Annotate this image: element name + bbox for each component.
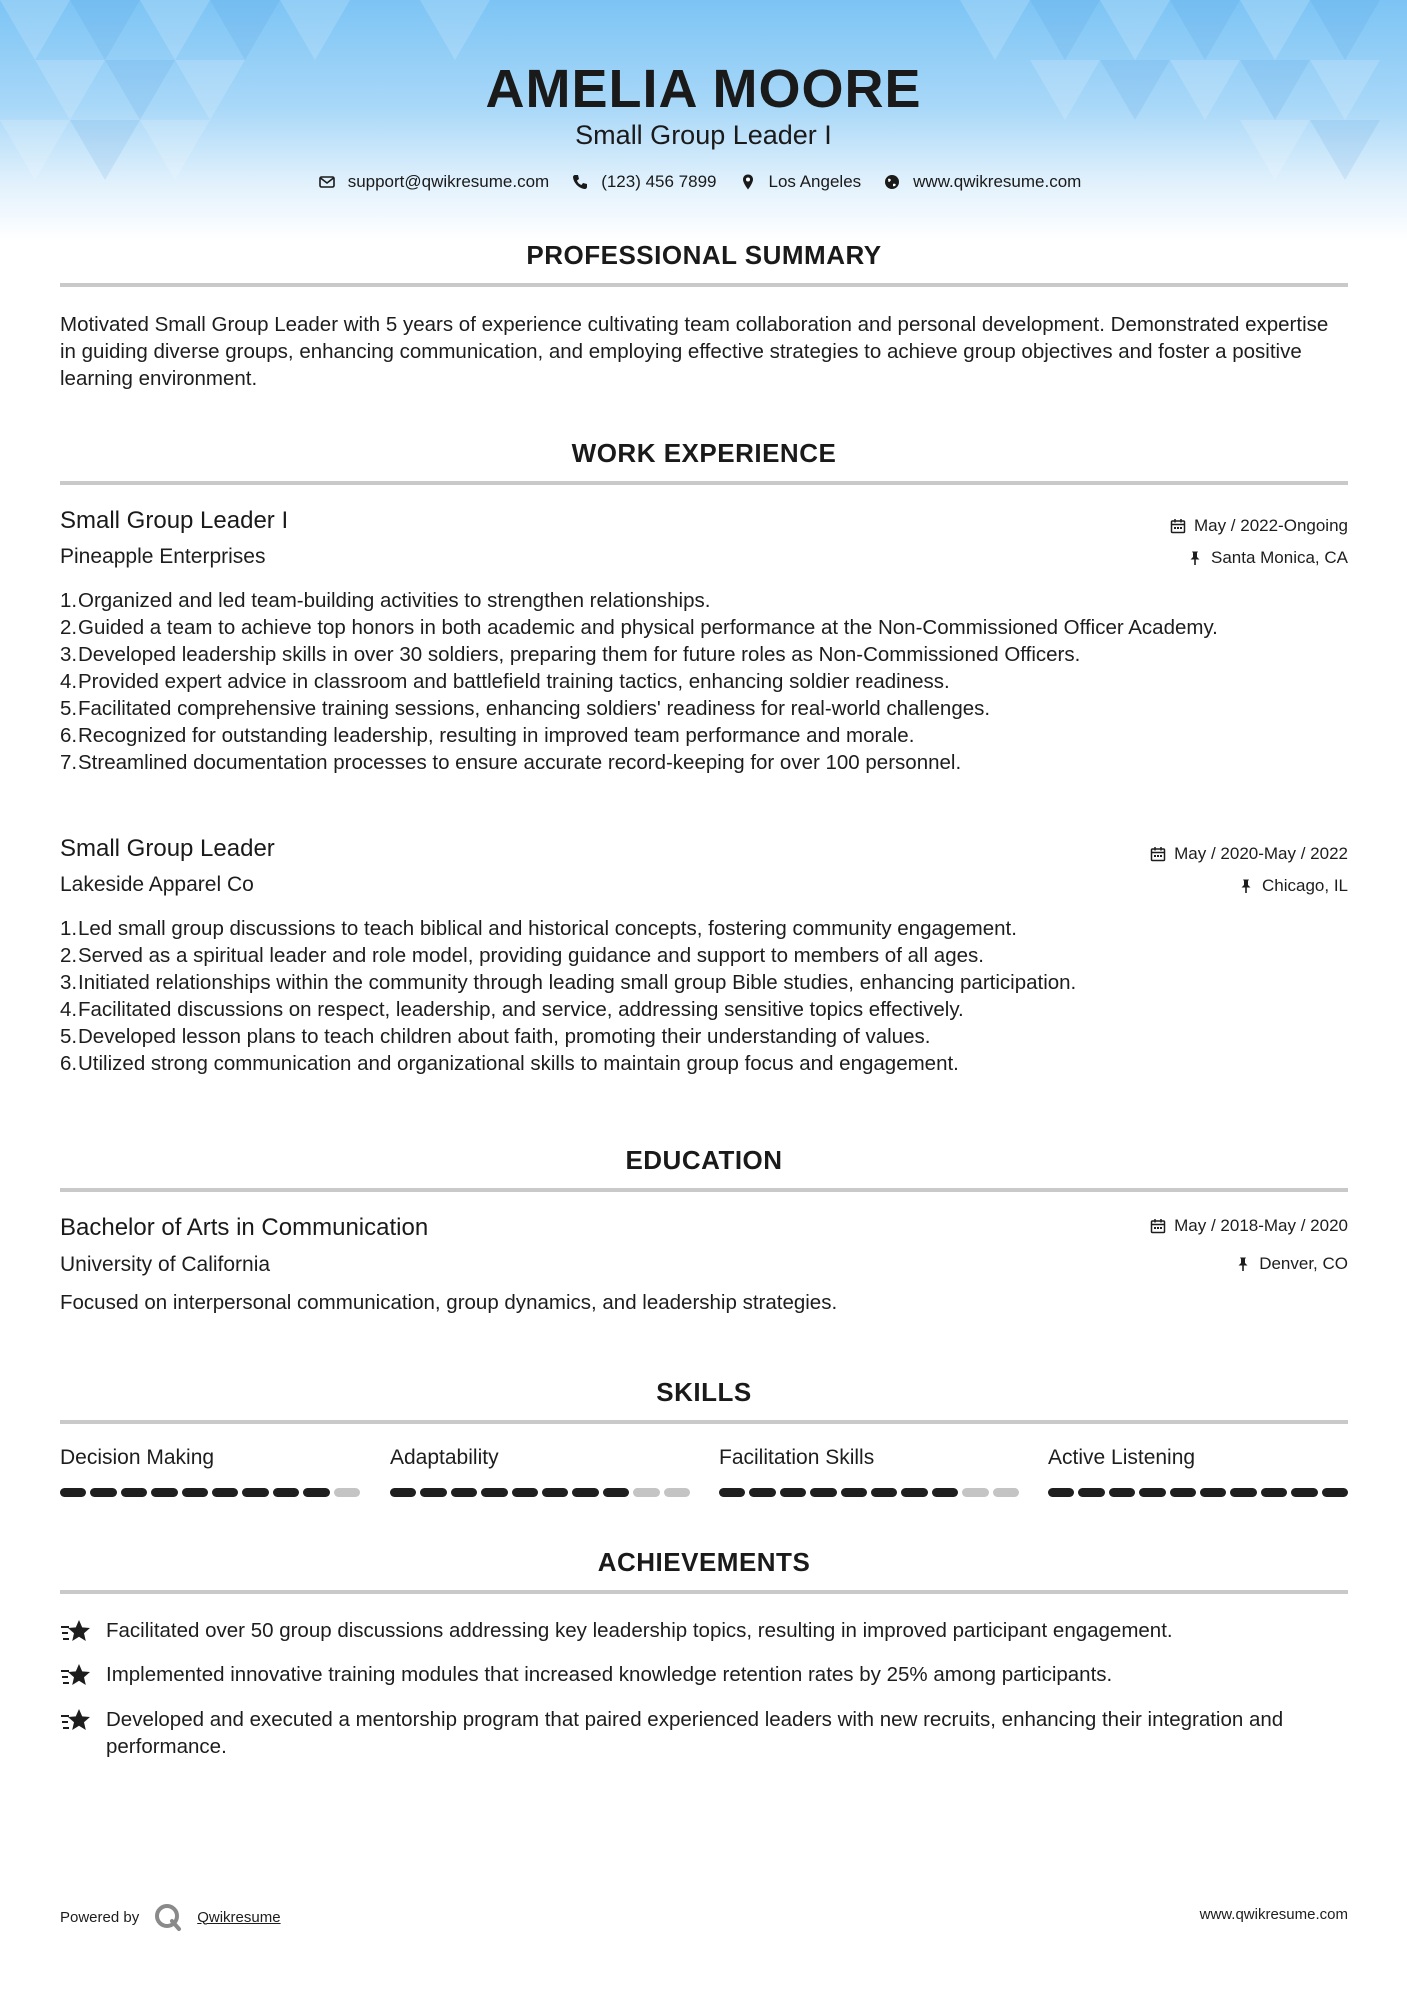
company-name: Pineapple Enterprises xyxy=(60,545,266,568)
rating-dot-filled xyxy=(572,1488,598,1497)
rating-dot-filled xyxy=(603,1488,629,1497)
email-text: support@qwikresume.com xyxy=(347,172,550,191)
rating-dot-filled xyxy=(481,1488,507,1497)
rating-dot-filled xyxy=(1322,1488,1348,1497)
rating-dot-filled xyxy=(121,1488,147,1497)
pushpin-icon xyxy=(1238,878,1254,894)
skill-rating xyxy=(390,1488,690,1497)
job-title: Small Group Leader xyxy=(60,835,275,862)
rating-dot-filled xyxy=(303,1488,329,1497)
candidate-title: Small Group Leader I xyxy=(575,120,832,150)
list-item: 3. Initiated relationships within the community through leading small group Bible studies, enhancing participation. xyxy=(60,971,1077,994)
rating-dot-filled xyxy=(390,1488,416,1497)
dates-text: May / 2018-May / 2020 xyxy=(1174,1216,1348,1235)
list-item: 3. Developed leadership skills in over 30 soldiers, preparing them for future roles as Non-Commissioned Officers. xyxy=(60,643,1081,666)
rating-dot-filled xyxy=(273,1488,299,1497)
map-pin-icon xyxy=(739,173,757,191)
list-item: 5. Facilitated comprehensive training sessions, enhancing soldiers' readiness for real-world challenges. xyxy=(60,697,991,720)
skill-adaptability xyxy=(390,1446,690,1497)
rating-dot-filled xyxy=(151,1488,177,1497)
rating-dot-empty xyxy=(633,1488,659,1497)
rating-dot-filled xyxy=(932,1488,958,1497)
achievement-item xyxy=(60,1617,1348,1646)
star-award-icon xyxy=(60,1662,92,1690)
list-item: 2. Served as a spiritual leader and role model, providing guidance and support to members of all ages. xyxy=(60,944,984,967)
list-item: 6. Recognized for outstanding leadership, resulting in improved team performance and morale. xyxy=(60,724,915,747)
rating-dot-empty xyxy=(993,1488,1019,1497)
education-dates xyxy=(1150,1216,1348,1236)
skill-facilitation xyxy=(719,1446,1019,1497)
pushpin-icon xyxy=(1187,550,1203,566)
rating-dot-filled xyxy=(182,1488,208,1497)
globe-icon xyxy=(883,173,901,191)
pushpin-icon xyxy=(1235,1256,1251,1272)
section-divider xyxy=(60,1590,1348,1594)
skill-label: Decision Making xyxy=(60,1446,215,1469)
rating-dot-filled xyxy=(451,1488,477,1497)
header-banner xyxy=(0,0,1407,240)
achievement-item xyxy=(60,1661,1348,1690)
qwikresume-logo-icon xyxy=(153,1902,183,1932)
rating-dot-empty xyxy=(962,1488,988,1497)
rating-dot-filled xyxy=(542,1488,568,1497)
dates-text: May / 2020-May / 2022 xyxy=(1174,844,1348,863)
summary-heading: PROFESSIONAL SUMMARY xyxy=(526,240,882,270)
rating-dot-filled xyxy=(841,1488,867,1497)
location-text: Los Angeles xyxy=(768,172,862,191)
achievement-text: Facilitated over 50 group discussions addressing key leadership topics, resulting in improved participant engagement. xyxy=(106,1619,1173,1642)
rating-dot-filled xyxy=(512,1488,538,1497)
job-bullets xyxy=(60,587,1348,776)
rating-dot-filled xyxy=(1170,1488,1196,1497)
summary-text: Motivated Small Group Leader with 5 years of experience cultivating team collaboration and personal development. Demonstrated expertise in guiding diverse groups, enhancing communication, and employing effective strategies to achieve group objectives and foster a positive learning environment. xyxy=(60,313,1329,390)
rating-dot-filled xyxy=(1230,1488,1256,1497)
rating-dot-filled xyxy=(810,1488,836,1497)
rating-dot-filled xyxy=(1200,1488,1226,1497)
rating-dot-filled xyxy=(871,1488,897,1497)
contact-bar xyxy=(0,172,1407,192)
company-name: Lakeside Apparel Co xyxy=(60,873,254,896)
list-item: 7. Streamlined documentation processes to ensure accurate record-keeping for over 100 personnel. xyxy=(60,751,962,774)
section-divider xyxy=(60,1188,1348,1192)
brand-link[interactable]: Qwikresume xyxy=(197,1908,281,1926)
job-bullets xyxy=(60,915,1348,1077)
star-award-icon xyxy=(60,1618,92,1646)
rating-dot-filled xyxy=(1109,1488,1135,1497)
job-location xyxy=(1238,876,1348,896)
contact-location xyxy=(739,172,862,192)
rating-dot-filled xyxy=(1261,1488,1287,1497)
calendar-icon xyxy=(1170,518,1186,534)
job-title: Small Group Leader I xyxy=(60,507,289,534)
rating-dot-filled xyxy=(780,1488,806,1497)
rating-dot-filled xyxy=(420,1488,446,1497)
skill-label: Active Listening xyxy=(1048,1446,1196,1469)
rating-dot-filled xyxy=(242,1488,268,1497)
education-description: Focused on interpersonal communication, group dynamics, and leadership strategies. xyxy=(60,1291,838,1314)
list-item: 4. Facilitated discussions on respect, leadership, and service, addressing sensitive topics effectively. xyxy=(60,998,964,1021)
skill-label: Facilitation Skills xyxy=(719,1446,875,1469)
phone-text: (123) 456 7899 xyxy=(601,172,717,191)
rating-dot-filled xyxy=(1291,1488,1317,1497)
calendar-icon xyxy=(1150,1218,1166,1234)
skill-decision-making xyxy=(60,1446,360,1497)
skill-rating xyxy=(60,1488,360,1497)
rating-dot-filled xyxy=(212,1488,238,1497)
school-name: University of California xyxy=(60,1253,271,1276)
website-text: www.qwikresume.com xyxy=(913,172,1082,191)
list-item: 1. Led small group discussions to teach biblical and historical concepts, fostering community engagement. xyxy=(60,917,1017,940)
dates-text: May / 2022-Ongoing xyxy=(1193,516,1348,535)
list-item: 1. Organized and led team-building activities to strengthen relationships. xyxy=(60,589,711,612)
achievement-text: Developed and executed a mentorship program that paired experienced leaders with new recruits, enhancing their integration and performance. xyxy=(106,1708,1284,1758)
skill-rating xyxy=(719,1488,1019,1497)
star-award-icon xyxy=(60,1707,92,1735)
location-text: Denver, CO xyxy=(1259,1254,1348,1273)
rating-dot-filled xyxy=(1078,1488,1104,1497)
section-divider xyxy=(60,1420,1348,1424)
contact-website[interactable] xyxy=(883,172,1081,192)
rating-dot-empty xyxy=(334,1488,360,1497)
rating-dot-filled xyxy=(60,1488,86,1497)
rating-dot-filled xyxy=(749,1488,775,1497)
rating-dot-filled xyxy=(1048,1488,1074,1497)
skills-heading: SKILLS xyxy=(656,1377,752,1407)
rating-dot-empty xyxy=(664,1488,690,1497)
rating-dot-filled xyxy=(719,1488,745,1497)
calendar-icon xyxy=(1150,846,1166,862)
location-text: Santa Monica, CA xyxy=(1210,548,1348,567)
location-text: Chicago, IL xyxy=(1262,876,1348,895)
rating-dot-filled xyxy=(901,1488,927,1497)
skill-active-listening xyxy=(1048,1446,1348,1497)
list-item: 2. Guided a team to achieve top honors in both academic and physical performance at the Non-Commissioned Officer Academy. xyxy=(60,616,1218,639)
envelope-icon xyxy=(318,173,336,191)
candidate-name: AMELIA MOORE xyxy=(485,59,922,119)
section-divider xyxy=(60,481,1348,485)
achievements-heading: ACHIEVEMENTS xyxy=(597,1547,811,1577)
skill-label: Adaptability xyxy=(390,1446,499,1469)
list-item: 4. Provided expert advice in classroom and battlefield training tactics, enhancing soldier readiness. xyxy=(60,670,950,693)
footer-website[interactable]: www.qwikresume.com xyxy=(1199,1906,1348,1923)
degree-title: Bachelor of Arts in Communication xyxy=(60,1214,429,1241)
contact-email[interactable] xyxy=(318,172,550,192)
education-heading: EDUCATION xyxy=(625,1145,783,1175)
footer-powered-by xyxy=(60,1902,281,1932)
contact-phone[interactable] xyxy=(571,172,716,192)
job-dates xyxy=(1170,516,1348,536)
list-item: 5. Developed lesson plans to teach children about faith, promoting their understanding of values. xyxy=(60,1025,931,1048)
experience-heading: WORK EXPERIENCE xyxy=(571,438,837,468)
list-item: 6. Utilized strong communication and organizational skills to maintain group focus and engagement. xyxy=(60,1052,959,1075)
achievement-item xyxy=(60,1706,1348,1760)
job-location xyxy=(1187,548,1348,568)
skill-rating xyxy=(1048,1488,1348,1497)
phone-icon xyxy=(571,173,589,191)
rating-dot-filled xyxy=(90,1488,116,1497)
achievement-text: Implemented innovative training modules that increased knowledge retention rates by 25% among participants. xyxy=(106,1663,1113,1686)
powered-by-label: Powered by xyxy=(60,1908,140,1926)
section-divider xyxy=(60,283,1348,287)
job-dates xyxy=(1150,844,1348,864)
rating-dot-filled xyxy=(1139,1488,1165,1497)
education-location xyxy=(1235,1254,1348,1274)
